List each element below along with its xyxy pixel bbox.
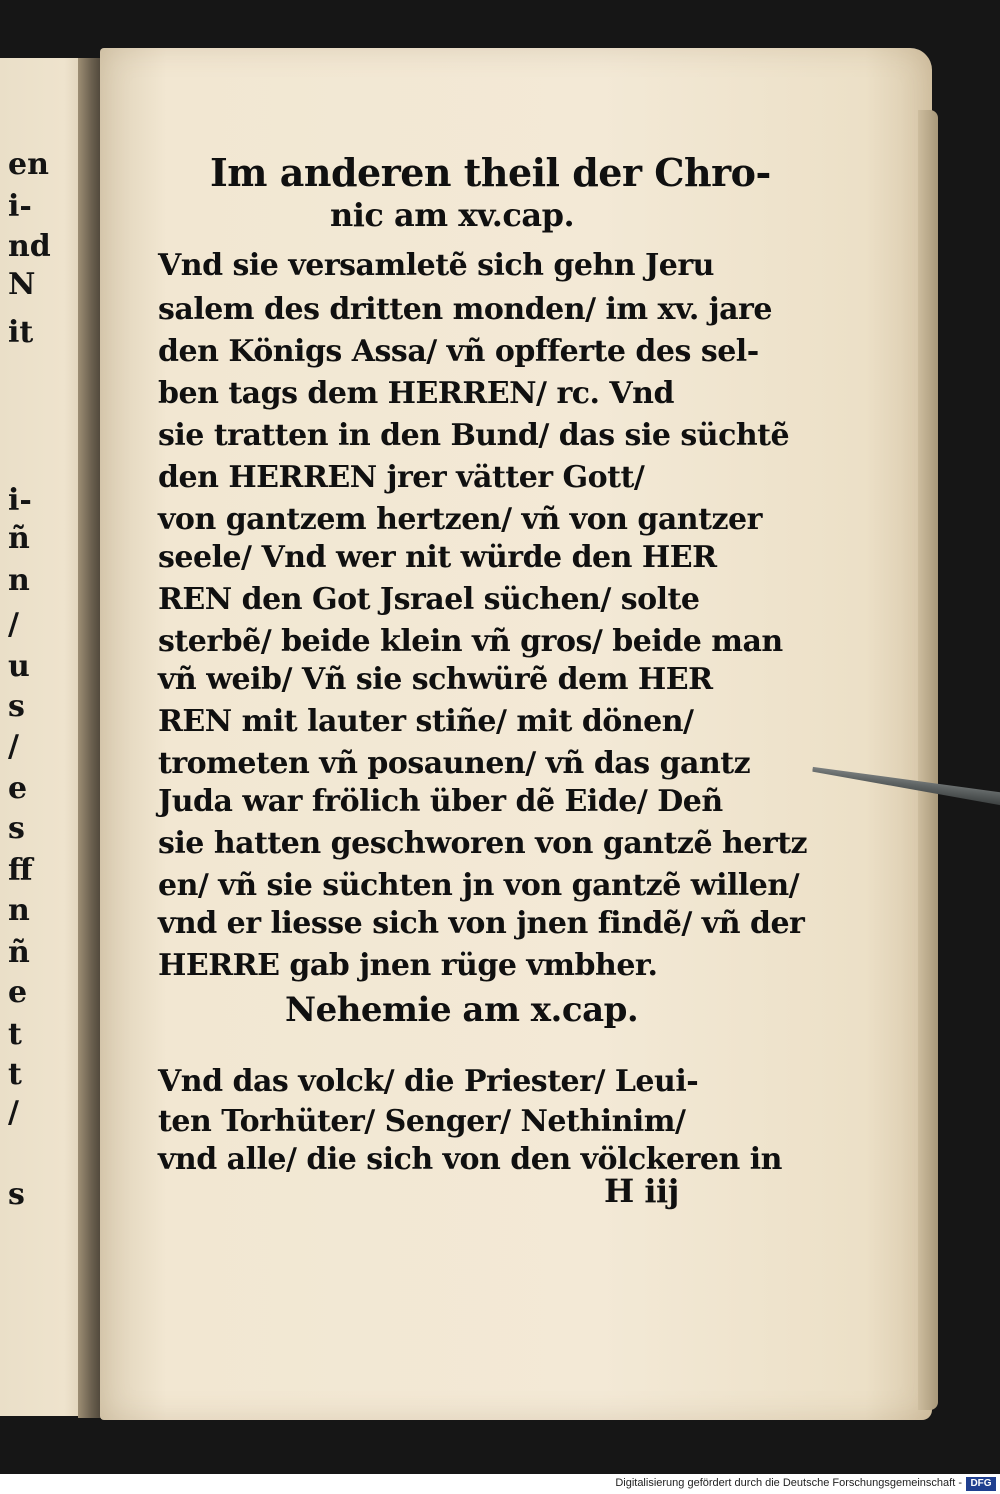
footer-credit: Digitalisierung gefördert durch die Deutsche Forschungsgemeinschaft -	[615, 1477, 962, 1489]
text-line: Vnd das volck/ die Priester/ Leui-	[158, 1064, 699, 1099]
left-page-fragment: t	[8, 1057, 22, 1092]
text-line: HERRE gab jnen rüge vmbher.	[158, 948, 658, 983]
left-page-fragment: nd	[8, 229, 51, 264]
left-page-fragment: N	[8, 267, 36, 302]
left-page-fragment: t	[8, 1017, 22, 1052]
signature-mark: H iij	[604, 1172, 679, 1210]
text-line: den Königs Assa/ vñ opfferte des sel-	[158, 334, 759, 369]
left-page-fragment: i-	[8, 189, 32, 224]
left-page-fragment: e	[8, 975, 28, 1010]
text-line: vnd alle/ die sich von den völckeren in	[158, 1142, 782, 1177]
text-line: ben tags dem HERREN/ rc. Vnd	[158, 376, 674, 411]
text-line: en/ vñ sie süchten jn von gantzẽ willen/	[158, 868, 800, 903]
text-line: REN den Got Jsrael süchen/ solte	[158, 582, 700, 617]
left-page-fragment: en	[8, 147, 49, 182]
text-line: salem des dritten monden/ im xv. jare	[158, 292, 772, 327]
left-page-fragment: /	[8, 607, 19, 642]
page-edge	[918, 110, 938, 1410]
text-line: ten Torhüter/ Senger/ Nethinim/	[158, 1104, 686, 1139]
left-page-fragment: s	[8, 811, 25, 846]
text-line: von gantzem hertzen/ vñ von gantzer	[158, 502, 762, 537]
left-page-fragment: n	[8, 893, 30, 928]
text-line: REN mit lauter stiñe/ mit dönen/	[158, 704, 694, 739]
left-page-fragment: /	[8, 729, 19, 764]
text-line: Vnd sie versamletẽ sich gehn Jeru	[158, 248, 714, 283]
left-page-fragment: ñ	[8, 935, 30, 970]
heading-line-1: Im anderen theil der Chro-	[210, 150, 771, 195]
footer-bar	[0, 1474, 1000, 1494]
heading-line-2: nic am xv.cap.	[330, 196, 575, 234]
left-page-fragment: ñ	[8, 521, 30, 556]
left-page-fragment: ff	[8, 853, 33, 888]
left-page-fragment: i-	[8, 483, 32, 518]
text-line: vñ weib/ Vñ sie schwürẽ dem HER	[158, 662, 713, 697]
text-line: seele/ Vnd wer nit würde den HER	[158, 540, 717, 575]
left-page-fragment: s	[8, 1177, 25, 1212]
left-page-fragment: s	[8, 689, 25, 724]
text-line: den HERREN jrer vätter Gott/	[158, 460, 645, 495]
left-page-fragment: /	[8, 1095, 19, 1130]
left-page-fragment: it	[8, 315, 34, 350]
text-line: sie tratten in den Bund/ das sie süchtẽ	[158, 418, 790, 453]
left-page-fragment: e	[8, 771, 28, 806]
left-page-fragment: u	[8, 649, 30, 684]
dfg-logo: DFG	[966, 1477, 996, 1491]
text-line: vnd er liesse sich von jnen findẽ/ vñ der	[158, 906, 805, 941]
text-line: sterbẽ/ beide klein vñ gros/ beide man	[158, 624, 783, 659]
text-line: trometen vñ posaunen/ vñ das gantz	[158, 746, 751, 781]
text-line: Juda war frölich über dẽ Eide/ Deñ	[158, 784, 723, 819]
text-line: sie hatten geschworen von gantzẽ hertz	[158, 826, 808, 861]
left-page-fragment: n	[8, 563, 30, 598]
section-heading: Nehemie am x.cap.	[285, 990, 639, 1030]
